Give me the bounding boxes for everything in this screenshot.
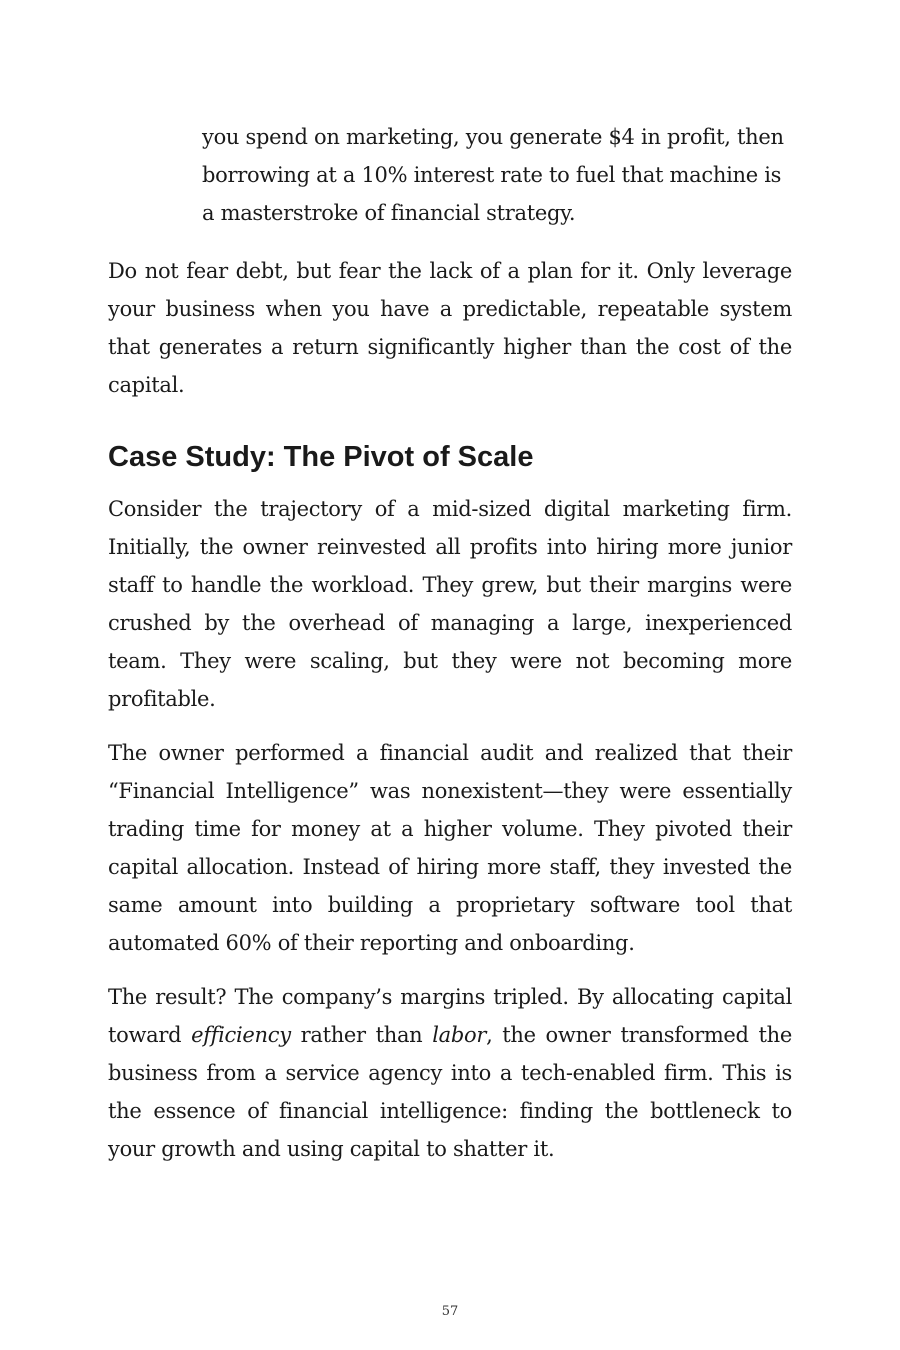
result-text-3: , the owner transformed the business from a service agency into a tech-enabled firm. This is the essence of financial intelligence: finding the bottleneck to your growth and using capital to shatter it. (108, 1023, 792, 1161)
paragraph-trajectory: Consider the trajectory of a mid-sized digital marketing firm. Initially, the owner reinvested all profits into hiring more junior staff to handle the workload. They grew, but their margins were crushed by the overhead of managing a large, inexperienced team. They were scaling, but they were not becoming more profitable. (108, 497, 792, 711)
paragraph-result (108, 978, 792, 1168)
indented-continuation: you spend on marketing, you generate $4 in profit, then borrowing at a 10% interest rate to fuel that machine is a masterstroke of financial strategy. (202, 125, 784, 225)
result-text-2: rather than (290, 1023, 433, 1047)
page-content (108, 118, 792, 1184)
section-heading: Case Study: The Pivot of Scale (108, 441, 534, 473)
result-emphasis-labor: labor (432, 1023, 487, 1047)
paragraph-audit: The owner performed a financial audit and realized that their “Financial Intelligence” was nonexistent—they were essentially trading time for money at a higher volume. They pivoted their capital allocation. Instead of hiring more staff, they invested the same amount into building a proprietary software tool that automated 60% of their reporting and onboarding. (108, 741, 792, 955)
result-emphasis-efficiency: efficiency (191, 1023, 291, 1047)
paragraph-debt: Do not fear debt, but fear the lack of a plan for it. Only leverage your business when you have a predictable, repeatable system that generates a return significantly higher than the cost of the capital. (108, 259, 792, 397)
page-number: 57 (441, 1304, 459, 1319)
result-text-1: The result? The company’s margins tripled. By allocating capital toward (108, 985, 792, 1047)
